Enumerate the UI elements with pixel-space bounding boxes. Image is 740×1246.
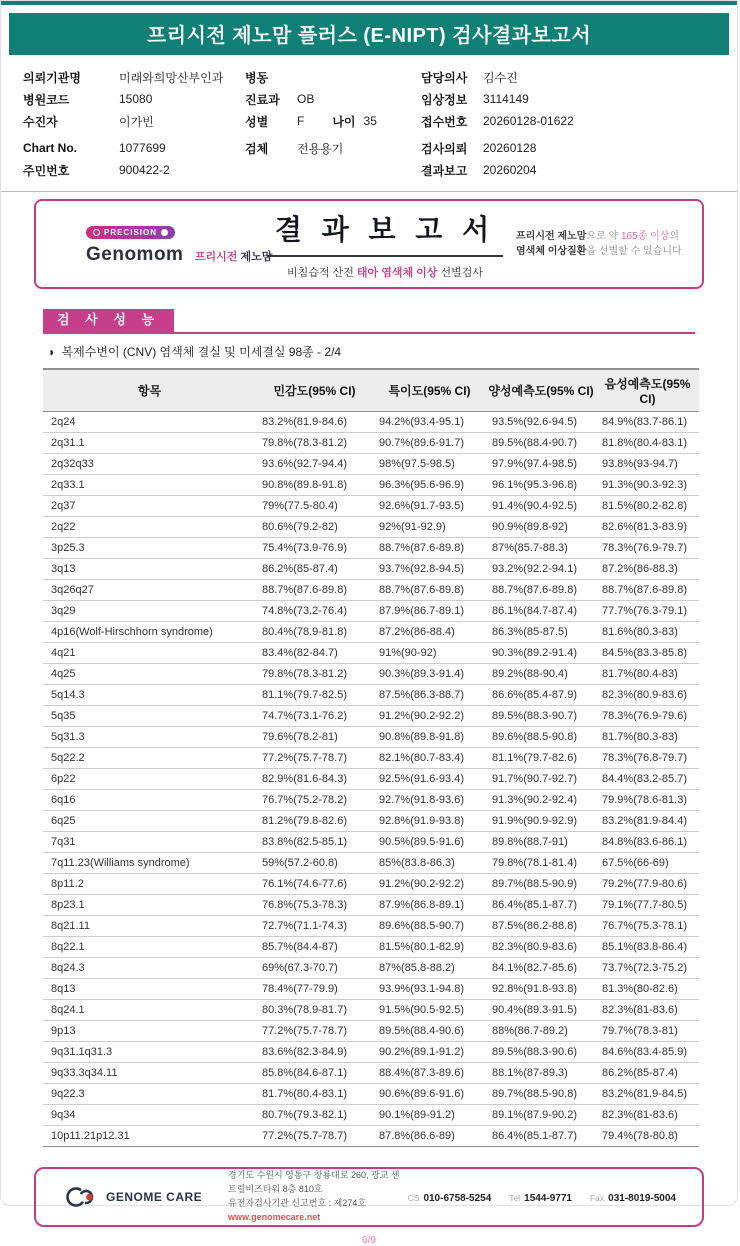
- table-row: [43, 475, 699, 496]
- value-cell: 91.7%(90.7-92.7): [486, 769, 596, 790]
- field-specimen: [245, 137, 421, 159]
- value-cell: 88.7%(87.6-89.8): [373, 580, 486, 601]
- value-cell: 87.5%(86.2-88.8): [486, 916, 596, 937]
- field-value: 20260128-01622: [483, 114, 574, 128]
- item-cell: 2q33.1: [43, 475, 256, 496]
- value-cell: 81.7%(80.4-83): [596, 664, 699, 685]
- value-cell: 89.5%(88.4-90.7): [486, 433, 596, 454]
- value-cell: 90.3%(89.3-91.4): [373, 664, 486, 685]
- value-cell: 86.2%(85-87.4): [596, 1063, 699, 1084]
- footer-address: [214, 1169, 408, 1225]
- value-cell: 89.7%(88.5-90.9): [486, 874, 596, 895]
- value-cell: 76.7%(75.3-78.1): [596, 916, 699, 937]
- value-cell: 88%(86.7-89.2): [486, 1021, 596, 1042]
- table-row: [43, 412, 699, 433]
- value-cell: 74.8%(73.2-76.4): [256, 601, 373, 622]
- field-clinical-info: [421, 88, 721, 110]
- item-cell: 5q31.3: [43, 727, 256, 748]
- top-accent-bar: [1, 1, 737, 5]
- value-cell: 87%(85.8-88.2): [373, 958, 486, 979]
- contact-tel: Tel 1544-9771: [509, 1193, 572, 1205]
- value-cell: 82.3%(81-83.6): [596, 1105, 699, 1126]
- table-row: [43, 748, 699, 769]
- column-header-sensitivity: 민감도(95% CI): [256, 369, 373, 412]
- value-cell: 93.6%(92.7-94.4): [256, 454, 373, 475]
- value-cell: 84.6%(83.4-85.9): [596, 1042, 699, 1063]
- value-cell: 81.6%(80.3-83): [596, 622, 699, 643]
- value-cell: 72.7%(71.1-74.3): [256, 916, 373, 937]
- value-cell: 93.5%(92.6-94.5): [486, 412, 596, 433]
- item-cell: 3q13: [43, 559, 256, 580]
- value-cell: 89.6%(88.5-90.8): [486, 727, 596, 748]
- table-row: [43, 958, 699, 979]
- value-cell: 96.1%(95.3-96.8): [486, 475, 596, 496]
- value-cell: 73.7%(72.3-75.2): [596, 958, 699, 979]
- item-cell: 4q21: [43, 643, 256, 664]
- value-cell: 89.6%(88.5-90.7): [373, 916, 486, 937]
- page-title: 프리시전 제노맘 플러스 (E-NIPT) 검사결과보고서: [9, 13, 729, 55]
- address-line1: 경기도 수원시 영통구 창룡대로 260, 광교 센트럴비즈타워 8층 810호: [228, 1170, 400, 1195]
- table-row: [43, 979, 699, 1000]
- column-header-specificity: 특이도(95% CI): [373, 369, 486, 412]
- value-cell: 90.9%(89.8-92): [486, 517, 596, 538]
- value-cell: 59%(57.2-60.8): [256, 853, 373, 874]
- table-row: [43, 1126, 699, 1147]
- value-cell: 83.2%(81.9-84.6): [256, 412, 373, 433]
- value-cell: 82.3%(80.9-83.6): [486, 937, 596, 958]
- value-cell: 87.8%(86.6-89): [373, 1126, 486, 1147]
- field-value: 1077699: [119, 141, 166, 155]
- value-cell: 84.8%(83.6-86.1): [596, 832, 699, 853]
- report-title: 결 과 보 고 서: [267, 208, 503, 257]
- table-row: [43, 853, 699, 874]
- item-cell: 8q22.1: [43, 937, 256, 958]
- value-cell: 81.7%(80.4-83.1): [256, 1084, 373, 1105]
- value-cell: 83.8%(82.5-85.1): [256, 832, 373, 853]
- half-circle-icon: ◑: [47, 345, 55, 360]
- value-cell: 80.7%(79.3-82.1): [256, 1105, 373, 1126]
- item-cell: 2q32q33: [43, 454, 256, 475]
- field-chart-no: [23, 137, 245, 159]
- item-cell: 4p16(Wolf-Hirschhorn syndrome): [43, 622, 256, 643]
- value-cell: 88.7%(87.6-89.8): [596, 580, 699, 601]
- value-cell: 91.3%(90.3-92.3): [596, 475, 699, 496]
- value-cell: 93.8%(93-94.7): [596, 454, 699, 475]
- value-cell: 93.7%(92.8-94.5): [373, 559, 486, 580]
- value-cell: 90.6%(89.6-91.6): [373, 1084, 486, 1105]
- value-cell: 84.1%(82.7-85.6): [486, 958, 596, 979]
- performance-table-body: [43, 412, 699, 1147]
- brand-korean: 프리시전 제노맘: [194, 250, 273, 263]
- item-cell: 2q22: [43, 517, 256, 538]
- genomecare-logo: [36, 1183, 214, 1211]
- item-cell: 8p11.2: [43, 874, 256, 895]
- value-cell: 90.1%(89-91.2): [373, 1105, 486, 1126]
- column-header-item: 항목: [43, 369, 256, 412]
- field-value: 20260204: [483, 163, 537, 177]
- field-institution: [23, 66, 245, 88]
- value-cell: 82.1%(80.7-83.4): [373, 748, 486, 769]
- value-cell: 76.7%(75.2-78.2): [256, 790, 373, 811]
- value-cell: 83.2%(81.9-84.5): [596, 1084, 699, 1105]
- item-cell: 2q24: [43, 412, 256, 433]
- value-cell: 88.1%(87-89.3): [486, 1063, 596, 1084]
- value-cell: 87.2%(86-88.3): [596, 559, 699, 580]
- value-cell: 78.4%(77-79.9): [256, 979, 373, 1000]
- value-cell: 89.5%(88.3-90.7): [486, 706, 596, 727]
- value-cell: 74.7%(73.1-76.2): [256, 706, 373, 727]
- value-cell: 79.8%(78.3-81.2): [256, 433, 373, 454]
- value-cell: 83.4%(82-84.7): [256, 643, 373, 664]
- item-cell: 7q31: [43, 832, 256, 853]
- badge-label: PRECISION: [104, 227, 158, 237]
- field-value: 15080: [119, 92, 153, 106]
- field-request-date: [421, 137, 721, 159]
- value-cell: 93.2%(92.2-94.1): [486, 559, 596, 580]
- table-row: [43, 559, 699, 580]
- table-row: [43, 517, 699, 538]
- item-cell: 7q11.23(Williams syndrome): [43, 853, 256, 874]
- patient-info-col3: [421, 66, 721, 181]
- item-cell: 3p25.3: [43, 538, 256, 559]
- genomecare-logo-text: GENOME CARE: [106, 1190, 203, 1205]
- value-cell: 81.1%(79.7-82.6): [486, 748, 596, 769]
- item-cell: 9p13: [43, 1021, 256, 1042]
- value-cell: 67.5%(66-69): [596, 853, 699, 874]
- brand-line: [86, 243, 273, 266]
- value-cell: 89.2%(88-90.4): [486, 664, 596, 685]
- value-cell: 86.1%(84.7-87.4): [486, 601, 596, 622]
- item-cell: 3q26q27: [43, 580, 256, 601]
- item-cell: 6q25: [43, 811, 256, 832]
- value-cell: 89.1%(87.9-90.2): [486, 1105, 596, 1126]
- value-cell: 85.7%(84.4-87): [256, 937, 373, 958]
- value-cell: 90.8%(89.8-91.8): [256, 475, 373, 496]
- value-cell: 90.7%(89.6-91.7): [373, 433, 486, 454]
- footer: [34, 1167, 704, 1227]
- patient-info-col1: [23, 66, 245, 181]
- value-cell: 88.4%(87.3-89.6): [373, 1063, 486, 1084]
- field-label: 수진자: [23, 114, 58, 129]
- table-row: [43, 643, 699, 664]
- value-cell: 77.2%(75.7-78.7): [256, 748, 373, 769]
- table-row: [43, 937, 699, 958]
- precision-badge: [86, 226, 175, 239]
- value-cell: 79.9%(78.6-81.3): [596, 790, 699, 811]
- value-cell: 90.2%(89.1-91.2): [373, 1042, 486, 1063]
- value-cell: 91.2%(90.2-92.2): [373, 706, 486, 727]
- genomom-logo: [36, 223, 273, 266]
- value-cell: 90.8%(89.8-91.8): [373, 727, 486, 748]
- value-cell: 91.9%(90.9-92.9): [486, 811, 596, 832]
- value-cell: 82.6%(81.3-83.9): [596, 517, 699, 538]
- value-cell: 81.1%(79.7-82.5): [256, 685, 373, 706]
- field-label: 병원코드: [23, 92, 70, 107]
- value-cell: 92.7%(91.8-93.6): [373, 790, 486, 811]
- field-value: 전용용기: [297, 141, 344, 156]
- column-header-npv: 음성예측도(95% CI): [596, 369, 699, 412]
- value-cell: 79.7%(78.3-81): [596, 1021, 699, 1042]
- value-cell: 77.2%(75.7-78.7): [256, 1021, 373, 1042]
- field-value: OB: [297, 92, 315, 106]
- genomecare-logo-icon: [64, 1183, 100, 1211]
- section-title: 검 사 성 능: [43, 309, 174, 332]
- field-resident-no: [23, 159, 245, 181]
- value-cell: 87.9%(86.7-89.1): [373, 601, 486, 622]
- field-hospital-code: [23, 88, 245, 110]
- value-cell: 94.2%(93.4-95.1): [373, 412, 486, 433]
- value-cell: 80.4%(78.9-81.8): [256, 622, 373, 643]
- table-row: [43, 706, 699, 727]
- value-cell: 89.5%(88.3-90.6): [486, 1042, 596, 1063]
- item-cell: 9q31.1q31.3: [43, 1042, 256, 1063]
- value-cell: 84.4%(83.2-85.7): [596, 769, 699, 790]
- table-row: [43, 454, 699, 475]
- value-cell: 82.3%(80.9-83.6): [596, 685, 699, 706]
- field-department: [245, 88, 421, 110]
- item-cell: 10p11.21p12.31: [43, 1126, 256, 1147]
- field-label: 의뢰기관명: [23, 70, 81, 85]
- value-cell: 91%(90-92): [373, 643, 486, 664]
- item-cell: 8q13: [43, 979, 256, 1000]
- value-cell: 80.3%(78.9-81.7): [256, 1000, 373, 1021]
- value-cell: 88.7%(87.6-89.8): [256, 580, 373, 601]
- value-cell: 79.8%(78.3-81.2): [256, 664, 373, 685]
- performance-table-header: [43, 369, 699, 412]
- banner-side-note: 프리시전 제노맘으로 약 165종 이상의 염색체 이상질환을 선별할 수 있습니다: [516, 230, 682, 257]
- value-cell: 85%(83.8-86.3): [373, 853, 486, 874]
- value-cell: 83.6%(82.3-84.9): [256, 1042, 373, 1063]
- table-row: [43, 622, 699, 643]
- value-cell: 87%(85.7-88.3): [486, 538, 596, 559]
- table-row: [43, 601, 699, 622]
- value-cell: 69%(67.3-70.7): [256, 958, 373, 979]
- field-doctor: [421, 66, 721, 88]
- field-value: F: [297, 114, 305, 128]
- patient-info-col2: [245, 66, 421, 181]
- value-cell: 81.3%(80-82.6): [596, 979, 699, 1000]
- value-cell: 85.1%(83.8-86.4): [596, 937, 699, 958]
- table-row: [43, 1063, 699, 1084]
- table-row: [43, 727, 699, 748]
- address-line2: 유전자검사기관 신고번호 : 제274호: [228, 1198, 367, 1209]
- table-row: [43, 895, 699, 916]
- value-cell: 92.8%(91.9-93.8): [373, 811, 486, 832]
- field-label: 검사의뢰: [421, 141, 468, 156]
- item-cell: 8q24.1: [43, 1000, 256, 1021]
- field-value: 3114149: [483, 92, 529, 106]
- value-cell: 76.1%(74.6-77.6): [256, 874, 373, 895]
- table-row: [43, 1042, 699, 1063]
- contact-fax: Fax 031-8019-5004: [589, 1193, 676, 1205]
- field-value: 20260128: [483, 141, 537, 155]
- value-cell: 81.8%(80.4-83.1): [596, 433, 699, 454]
- item-cell: 4q25: [43, 664, 256, 685]
- value-cell: 81.5%(80.1-82.9): [373, 937, 486, 958]
- value-cell: 90.4%(89.3-91.5): [486, 1000, 596, 1021]
- value-cell: 89.8%(88.7-91): [486, 832, 596, 853]
- value-cell: 98%(97.5-98.5): [373, 454, 486, 475]
- table-row: [43, 433, 699, 454]
- table-row: [43, 1105, 699, 1126]
- table-row: [43, 832, 699, 853]
- field-ward: [245, 66, 421, 88]
- field-label: 담당의사: [421, 70, 468, 85]
- value-cell: 91.3%(90.2-92.4): [486, 790, 596, 811]
- value-cell: 92%(91-92.9): [373, 517, 486, 538]
- value-cell: 91.2%(90.2-92.2): [373, 874, 486, 895]
- field-label: 접수번호: [421, 114, 468, 129]
- website-link[interactable]: www.genomecare.net: [228, 1212, 321, 1223]
- value-cell: 79.4%(78-80.8): [596, 1126, 699, 1147]
- section-performance: [43, 309, 695, 334]
- table-row: [43, 1084, 699, 1105]
- value-cell: 86.2%(85-87.4): [256, 559, 373, 580]
- item-cell: 8q21.11: [43, 916, 256, 937]
- field-sex-age: [245, 110, 421, 132]
- item-cell: 2q31.1: [43, 433, 256, 454]
- field-label: 임상정보: [421, 92, 468, 107]
- value-cell: 79%(77.5-80.4): [256, 496, 373, 517]
- value-cell: 82.9%(81.6-84.3): [256, 769, 373, 790]
- item-cell: 9q34: [43, 1105, 256, 1126]
- value-cell: 86.6%(85.4-87.9): [486, 685, 596, 706]
- item-cell: 5q22.2: [43, 748, 256, 769]
- field-value: 김수진: [483, 70, 518, 85]
- field-receipt-no: [421, 110, 721, 132]
- item-cell: 3q29: [43, 601, 256, 622]
- table-row: [43, 496, 699, 517]
- table-caption-text: 복제수변이 (CNV) 염색체 결실 및 미세결실 98종 - 2/4: [61, 345, 342, 360]
- column-header-ppv: 양성예측도(95% CI): [486, 369, 596, 412]
- table-row: [43, 811, 699, 832]
- value-cell: 88.7%(87.6-89.8): [373, 538, 486, 559]
- value-cell: 79.6%(78.2-81): [256, 727, 373, 748]
- item-cell: 6q16: [43, 790, 256, 811]
- field-label: 결과보고: [421, 163, 468, 178]
- value-cell: 90.3%(89.2-91.4): [486, 643, 596, 664]
- table-row: [43, 538, 699, 559]
- field-label: Chart No.: [23, 141, 77, 155]
- table-row: [43, 769, 699, 790]
- field-value-age: 35: [363, 114, 377, 128]
- table-caption: [47, 343, 737, 360]
- brand-name: Genomom: [86, 243, 184, 265]
- value-cell: 79.8%(78.1-81.4): [486, 853, 596, 874]
- report-subtitle: 비침습적 산전 태아 염색체 이상 선별검사: [287, 267, 483, 279]
- value-cell: 97.9%(97.4-98.5): [486, 454, 596, 475]
- banner-center: [254, 208, 516, 280]
- field-label: 성별: [245, 114, 269, 129]
- table-row: [43, 580, 699, 601]
- value-cell: 79.2%(77.9-80.6): [596, 874, 699, 895]
- value-cell: 77.2%(75.7-78.7): [256, 1126, 373, 1147]
- value-cell: 81.2%(79.8-82.6): [256, 811, 373, 832]
- value-cell: 80.6%(79.2-82): [256, 517, 373, 538]
- field-label: 주민번호: [23, 163, 70, 178]
- table-row: [43, 916, 699, 937]
- badge-dot-icon: [161, 229, 168, 236]
- table-row: [43, 874, 699, 895]
- table-row: [43, 790, 699, 811]
- value-cell: 93.9%(93.1-94.8): [373, 979, 486, 1000]
- value-cell: 81.7%(80.3-83): [596, 727, 699, 748]
- value-cell: 79.1%(77.7-80.5): [596, 895, 699, 916]
- value-cell: 87.5%(86.3-88.7): [373, 685, 486, 706]
- item-cell: 6p22: [43, 769, 256, 790]
- value-cell: 88.7%(87.6-89.8): [486, 580, 596, 601]
- item-cell: 2q37: [43, 496, 256, 517]
- value-cell: 84.5%(83.3-85.8): [596, 643, 699, 664]
- table-row: [43, 1021, 699, 1042]
- value-cell: 89.7%(88.5-90.8): [486, 1084, 596, 1105]
- value-cell: 96.3%(95.6-96.9): [373, 475, 486, 496]
- item-cell: 9q33.3q34.11: [43, 1063, 256, 1084]
- value-cell: 86.4%(85.1-87.7): [486, 1126, 596, 1147]
- value-cell: 78.3%(76.9-79.6): [596, 706, 699, 727]
- value-cell: 89.5%(88.4-90.6): [373, 1021, 486, 1042]
- report-banner: [34, 199, 704, 289]
- field-label: 진료과: [245, 92, 280, 107]
- value-cell: 91.5%(90.5-92.5): [373, 1000, 486, 1021]
- performance-table: [43, 368, 699, 1147]
- field-value: 이가빈: [119, 114, 154, 129]
- value-cell: 82.3%(81-83.6): [596, 1000, 699, 1021]
- field-label: 검체: [245, 141, 269, 156]
- field-patient-name: [23, 110, 245, 132]
- value-cell: 76.8%(75.3-78.3): [256, 895, 373, 916]
- page-number: 6/9: [362, 1235, 376, 1246]
- value-cell: 85.8%(84.6-87.1): [256, 1063, 373, 1084]
- value-cell: 86.3%(85-87.5): [486, 622, 596, 643]
- badge-dot-icon: [93, 229, 100, 236]
- value-cell: 87.9%(86.8-89.1): [373, 895, 486, 916]
- field-report-date: [421, 159, 721, 181]
- item-cell: 5q14.3: [43, 685, 256, 706]
- value-cell: 78.3%(76.8-79.7): [596, 748, 699, 769]
- item-cell: 8p23.1: [43, 895, 256, 916]
- value-cell: 78.3%(76.9-79.7): [596, 538, 699, 559]
- field-label-age: 나이: [332, 114, 356, 129]
- value-cell: 84.9%(83.7-86.1): [596, 412, 699, 433]
- value-cell: 77.7%(76.3-79.1): [596, 601, 699, 622]
- value-cell: 91.4%(90.4-92.5): [486, 496, 596, 517]
- item-cell: 9q22.3: [43, 1084, 256, 1105]
- contact-cs: CS 010-6758-5254: [407, 1193, 492, 1205]
- value-cell: 90.5%(89.5-91.6): [373, 832, 486, 853]
- item-cell: 5q35: [43, 706, 256, 727]
- value-cell: 87.2%(86-88.4): [373, 622, 486, 643]
- item-cell: 8q24.3: [43, 958, 256, 979]
- patient-info-panel: [1, 55, 737, 192]
- value-cell: 92.6%(91.7-93.5): [373, 496, 486, 517]
- table-row: [43, 664, 699, 685]
- field-label: 병동: [245, 70, 269, 85]
- field-value: 미래와희망산부인과: [119, 70, 224, 85]
- value-cell: 92.5%(91.6-93.4): [373, 769, 486, 790]
- value-cell: 81.5%(80.2-82.8): [596, 496, 699, 517]
- table-row: [43, 685, 699, 706]
- value-cell: 83.2%(81.9-84.4): [596, 811, 699, 832]
- value-cell: 86.4%(85.1-87.7): [486, 895, 596, 916]
- footer-contacts: [408, 1188, 702, 1206]
- table-row: [43, 1000, 699, 1021]
- value-cell: 92.8%(91.8-93.8): [486, 979, 596, 1000]
- value-cell: 75.4%(73.9-76.9): [256, 538, 373, 559]
- field-value: 900422-2: [119, 163, 170, 177]
